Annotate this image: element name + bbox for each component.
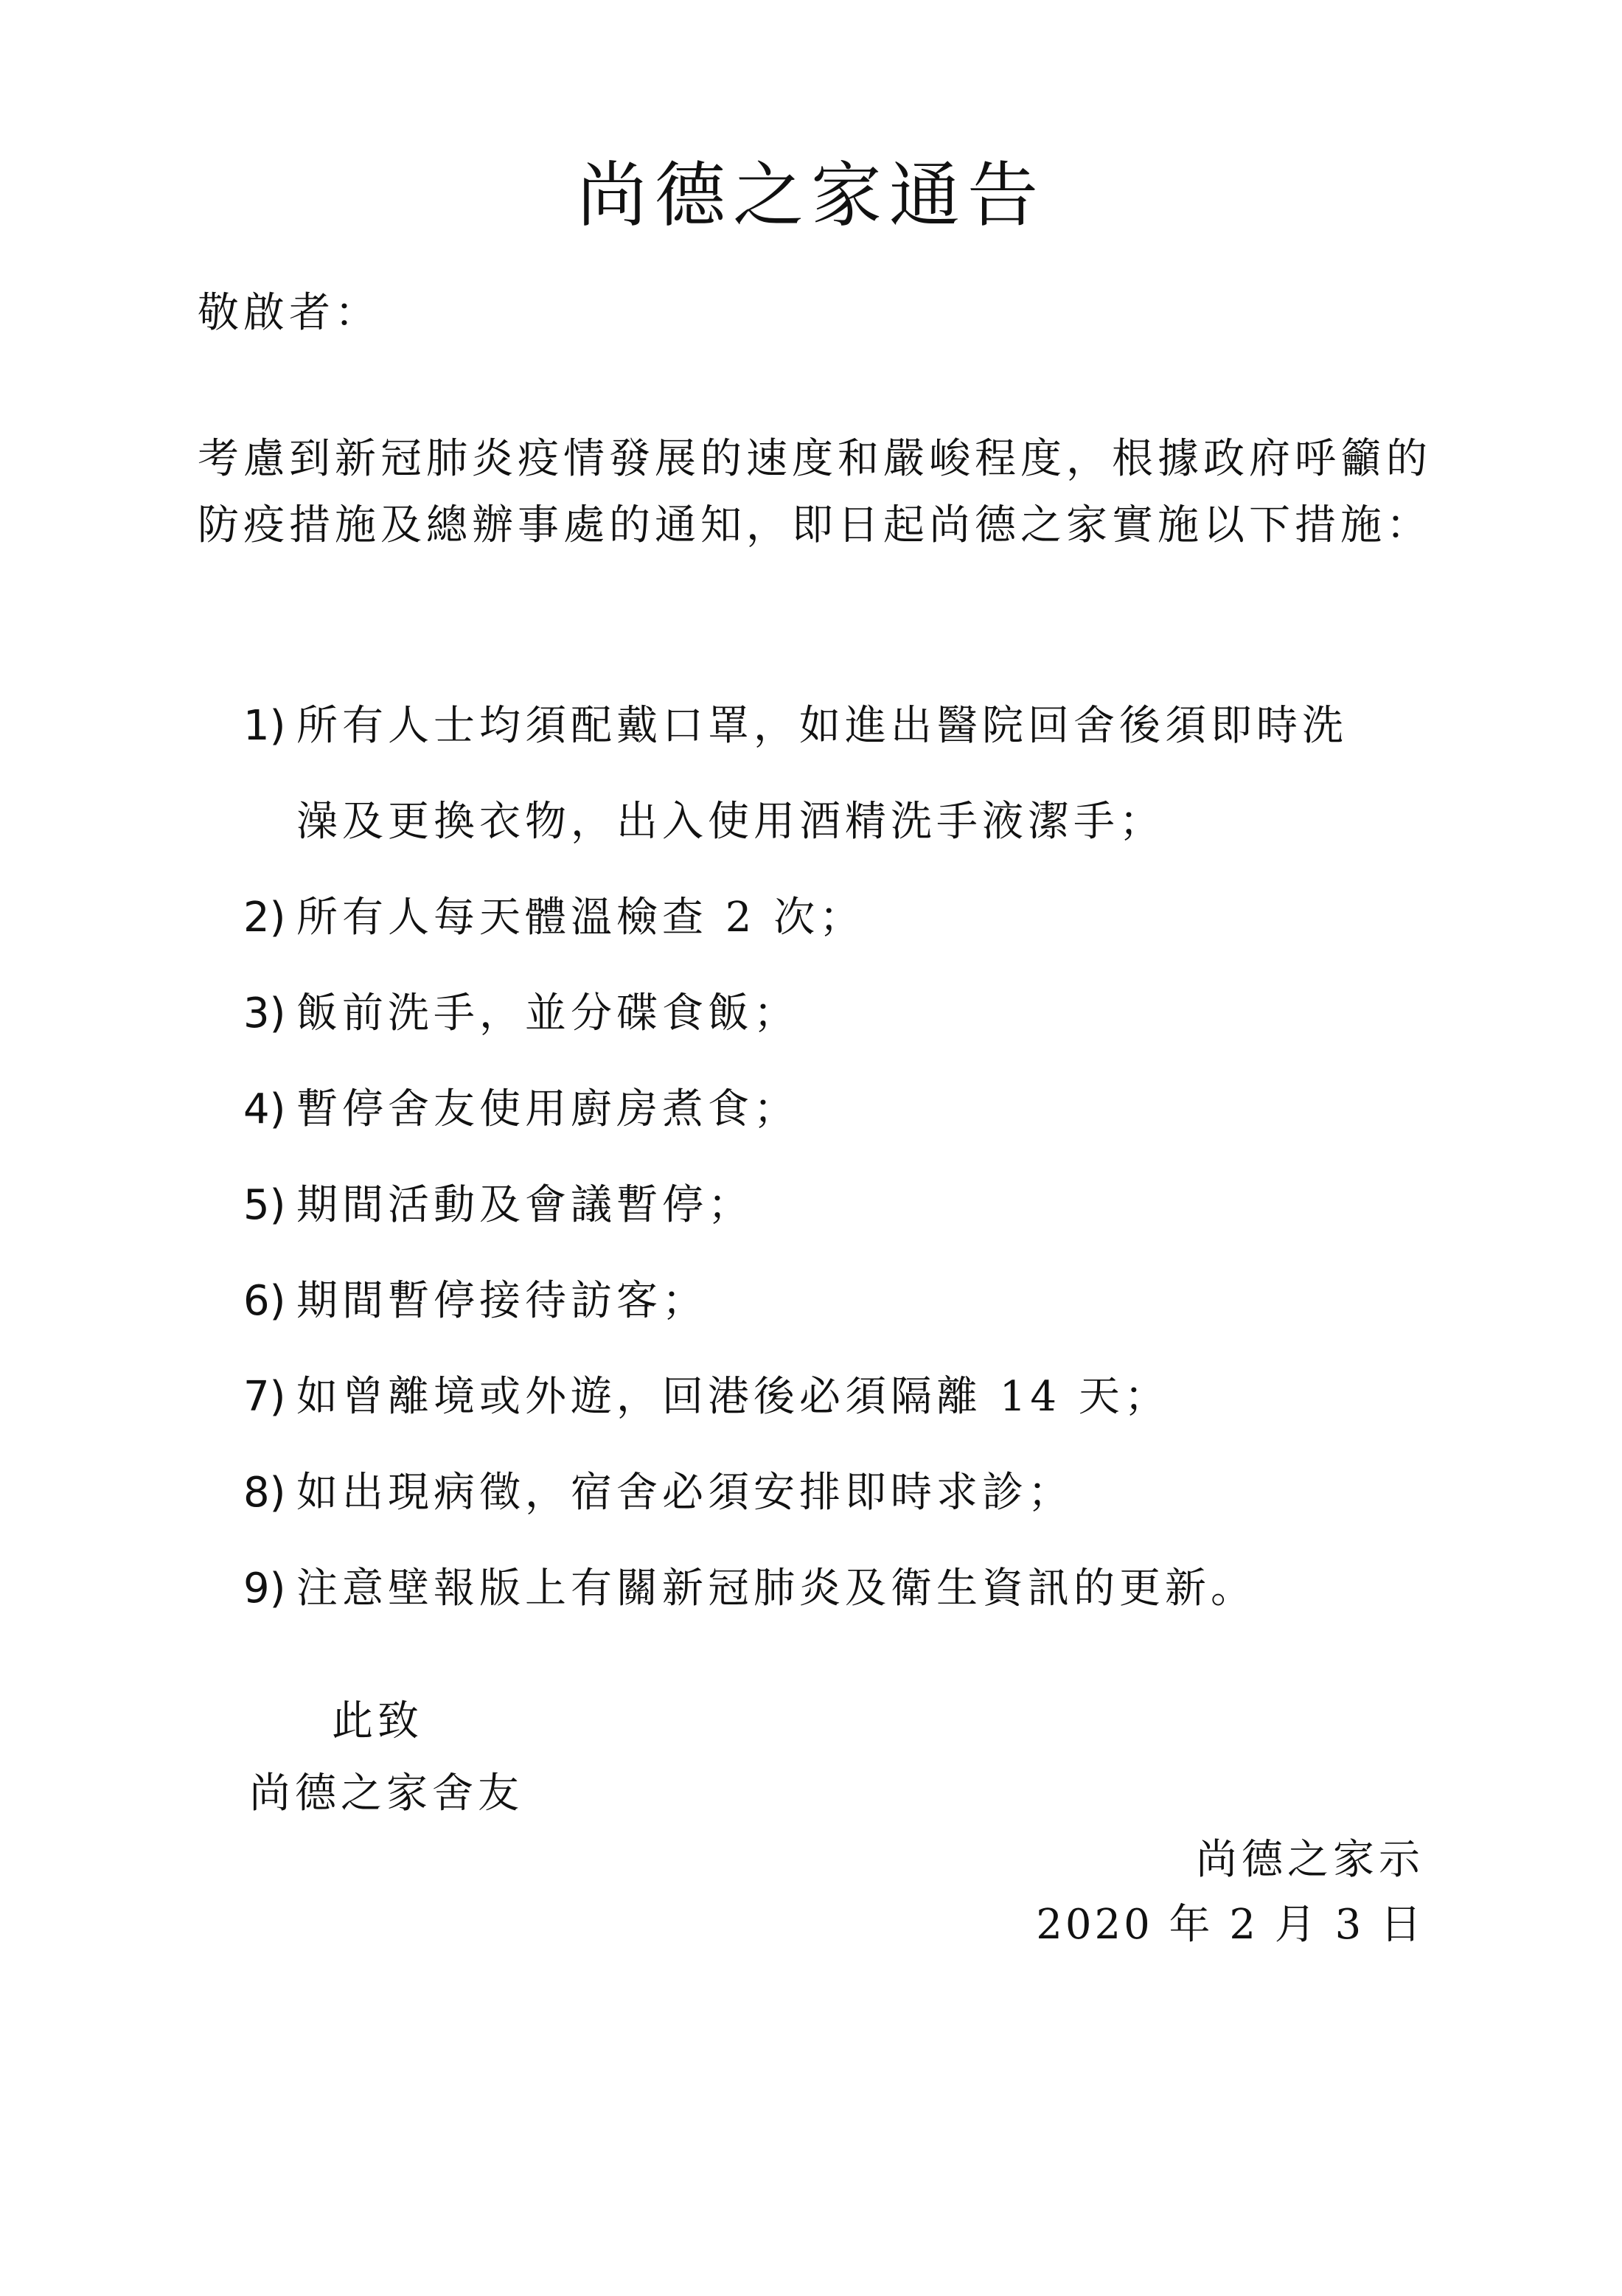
signer: 尚德之家示 <box>1196 1836 1424 1884</box>
measure-text: 如出現病徵，宿舍必須安排即時求診； <box>296 1469 1073 1517</box>
measure-text: 暫停舍友使用廚房煮食； <box>296 1085 799 1133</box>
measure-number: 7) <box>243 1373 286 1421</box>
measure-number: 3) <box>243 989 286 1037</box>
measure-item <box>243 1158 1452 1253</box>
measure-item <box>243 870 1452 966</box>
measure-number: 1) <box>243 702 286 750</box>
measure-item <box>243 1445 1452 1541</box>
measure-text: 飯前洗手，並分碟食飯； <box>296 989 799 1037</box>
measure-number: 2) <box>243 894 286 942</box>
measure-item <box>243 1253 1452 1349</box>
measure-number: 4) <box>243 1085 286 1133</box>
closing-phrase: 此致 <box>332 1697 423 1745</box>
notice-date: 2020 年 2 月 3 日 <box>1036 1901 1424 1949</box>
measure-number: 5) <box>243 1181 286 1229</box>
measure-text: 所有人每天體溫檢查 2 次； <box>296 894 866 942</box>
measure-text: 如曾離境或外遊，回港後必須隔離 14 天； <box>296 1373 1170 1421</box>
notice-title: 尚德之家通告 <box>577 154 1045 237</box>
measure-item <box>243 966 1452 1062</box>
measure-text: 期間活動及會議暫停； <box>296 1181 753 1229</box>
measure-item <box>243 1541 1452 1637</box>
measure-item <box>243 1062 1452 1158</box>
measures-list <box>243 678 1452 1637</box>
measure-text: 所有人士均須配戴口罩，如進出醫院回舍後須即時洗 澡及更換衣物，出入使用酒精洗手液潔手； <box>296 702 1348 846</box>
measure-text: 注意壁報版上有關新冠肺炎及衛生資訊的更新。 <box>296 1565 1256 1613</box>
intro-paragraph: 考慮到新冠肺炎疫情發展的速度和嚴峻程度，根據政府呼籲的防疫措施及總辦事處的通知，即日起尚德之家實施以下措施： <box>198 435 1432 549</box>
measure-number: 6) <box>243 1277 286 1325</box>
closing-recipient: 尚德之家舍友 <box>249 1770 523 1817</box>
measure-item <box>243 678 1452 870</box>
measure-number: 9) <box>243 1565 286 1613</box>
salutation: 敬啟者： <box>198 289 380 337</box>
measure-item <box>243 1349 1452 1445</box>
measure-number: 8) <box>243 1469 286 1517</box>
measure-text: 期間暫停接待訪客； <box>296 1277 708 1325</box>
